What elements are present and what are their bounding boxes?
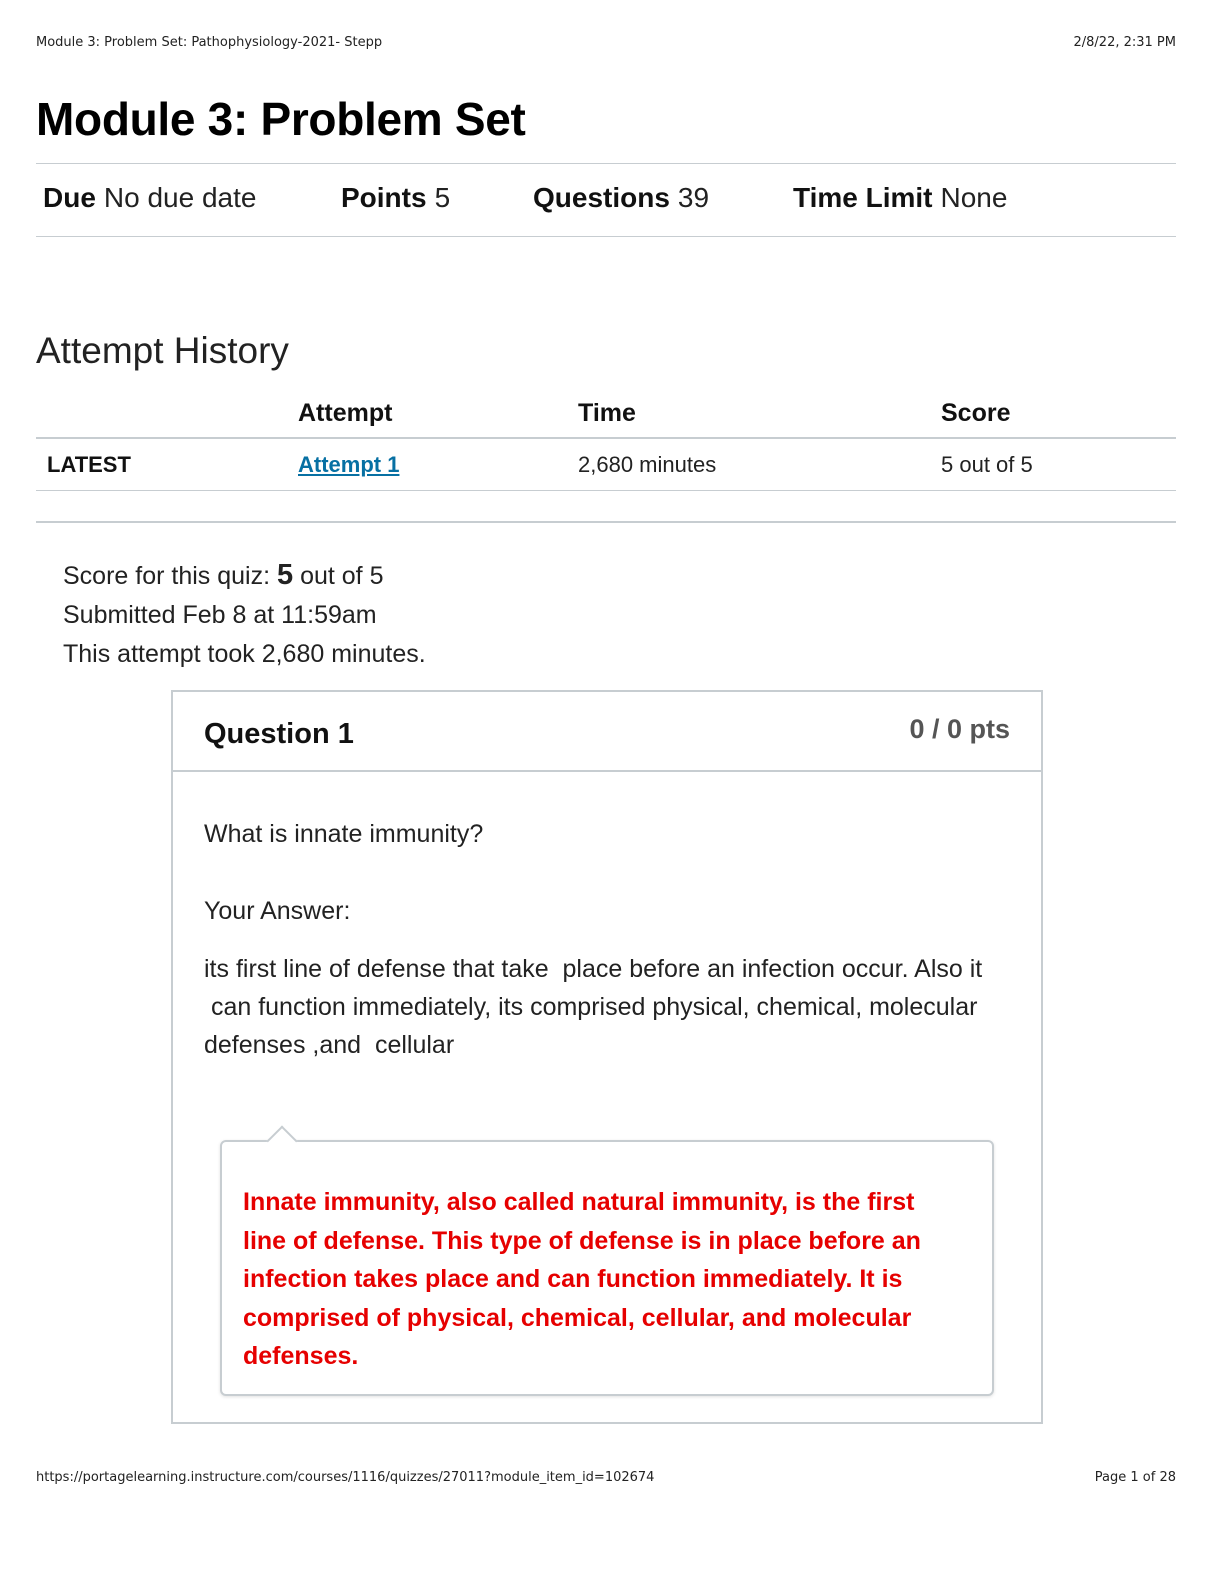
meta-questions-label: Questions	[533, 182, 670, 213]
column-header-attempt: Attempt	[298, 390, 578, 438]
print-footer-page: Page 1 of 28	[1094, 1470, 1176, 1485]
question-text: What is innate immunity?	[204, 820, 484, 848]
column-header-tag	[36, 390, 298, 438]
feedback-text: Innate immunity, also called natural immunity, is the first line of defense. This type of defense is in place before an infection takes place and can function immediately. It is comprised of physical, chemical, cellular, and molecular defenses.	[243, 1188, 921, 1370]
score-value: 5	[276, 559, 294, 591]
meta-time-limit-label: Time Limit	[793, 182, 933, 213]
quiz-score	[63, 556, 426, 596]
column-header-time: Time	[578, 390, 941, 438]
print-footer-url: https://portagelearning.instructure.com/courses/1116/quizzes/27011?module_item_id=102674	[36, 1470, 655, 1485]
meta-time-limit	[793, 182, 1007, 214]
table-row	[36, 438, 1176, 491]
quiz-summary	[63, 556, 426, 674]
print-footer	[36, 1470, 1176, 1485]
your-answer-label: Your Answer:	[204, 897, 351, 925]
section-divider	[36, 521, 1176, 523]
question-card	[171, 690, 1043, 1424]
attempt-duration: This attempt took 2,680 minutes.	[63, 640, 426, 668]
latest-tag: LATEST	[36, 438, 298, 491]
meta-questions	[533, 182, 709, 214]
table-header-row	[36, 390, 1176, 438]
answer-text: its first line of defense that take place before an infection occur. Also it can function immediately, its comprised physical, chemical, molecular defenses ,and cellular	[204, 955, 983, 1059]
attempt-link[interactable]: Attempt 1	[298, 451, 400, 477]
print-header	[36, 35, 1176, 50]
comment-pointer	[266, 1125, 297, 1156]
page-title: Module 3: Problem Set	[36, 93, 526, 145]
column-header-score: Score	[941, 390, 1176, 438]
score-prefix: Score for this quiz:	[63, 562, 277, 590]
meta-time-limit-value: None	[940, 182, 1008, 213]
meta-points-label: Points	[341, 182, 427, 213]
attempt-score: 5 out of 5	[941, 438, 1176, 491]
attempt-time: 2,680 minutes	[578, 438, 941, 491]
score-suffix: out of 5	[293, 562, 384, 590]
submitted-date: Submitted Feb 8 at 11:59am	[63, 601, 377, 629]
attempt-history-title: Attempt History	[36, 330, 289, 371]
print-header-title: Module 3: Problem Set: Pathophysiology-2021- Stepp	[36, 35, 383, 50]
meta-due	[43, 182, 256, 214]
meta-questions-value: 39	[677, 182, 710, 213]
print-header-date: 2/8/22, 2:31 PM	[1073, 35, 1176, 50]
meta-points	[341, 182, 450, 214]
question-header	[173, 692, 1041, 772]
feedback-comment	[220, 1140, 994, 1396]
question-title: Question 1	[204, 718, 354, 750]
question-points: 0 / 0 pts	[909, 714, 1010, 744]
meta-points-value: 5	[434, 182, 451, 213]
quiz-meta-bar	[36, 163, 1176, 237]
meta-due-value: No due date	[103, 182, 257, 213]
attempt-history-table	[36, 390, 1176, 491]
meta-due-label: Due	[43, 182, 96, 213]
